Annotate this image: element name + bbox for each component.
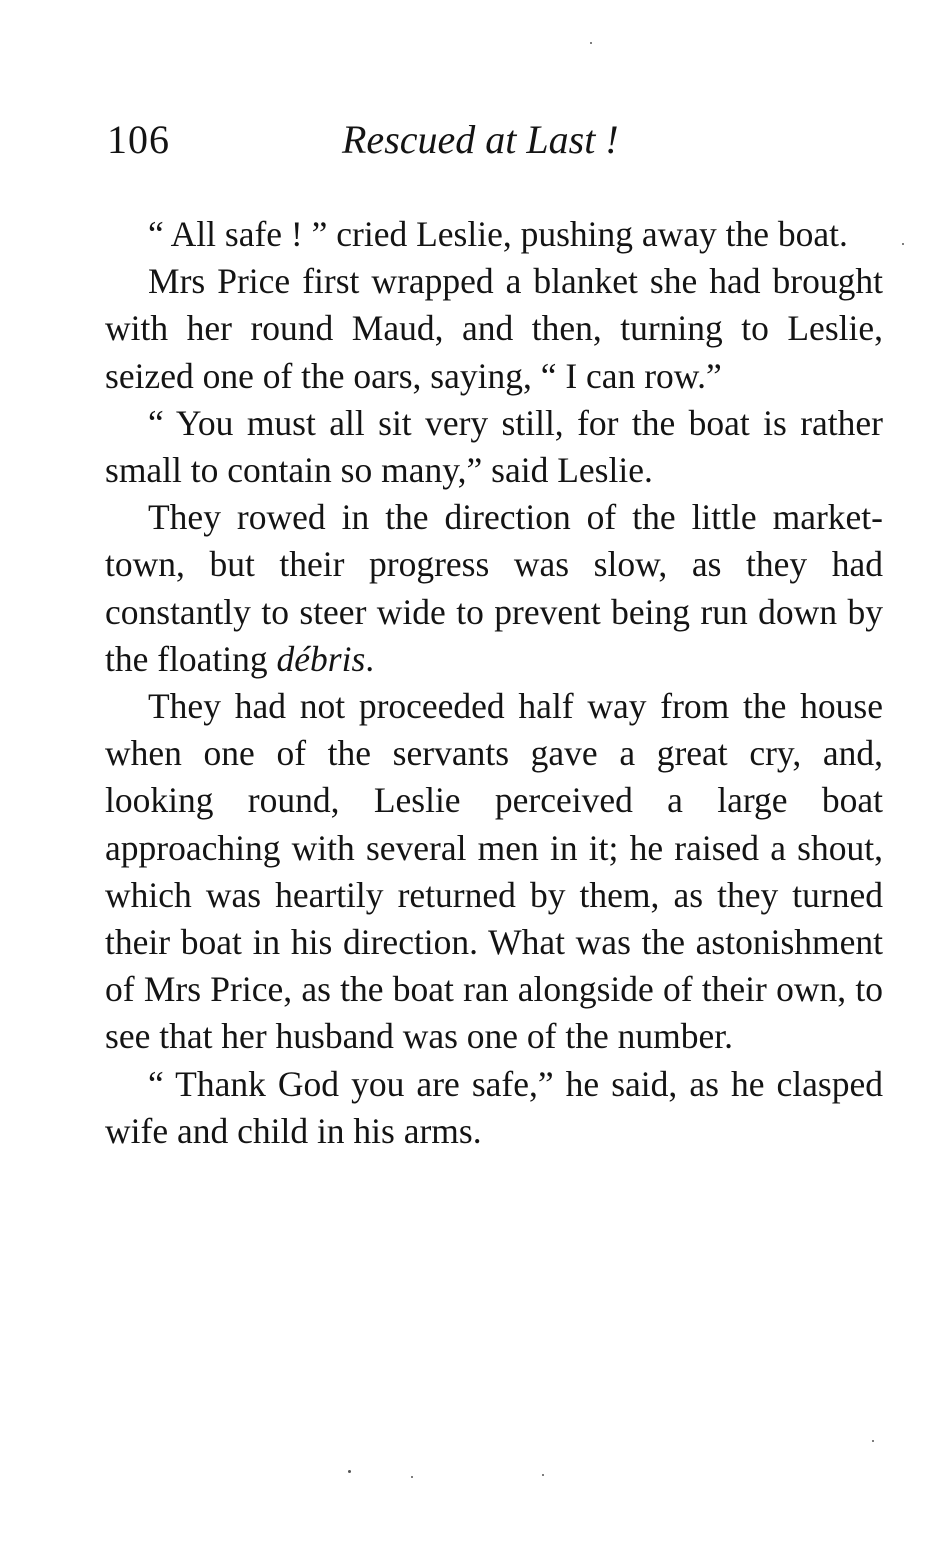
paper-speck [411, 1476, 413, 1478]
paper-speck [590, 42, 592, 44]
paper-speck [872, 1440, 874, 1442]
paragraph-2: Mrs Price first wrapped a blanket she had brought with her round Maud, and then, turning to Leslie, seized one of the oars, saying, “ I can row.” [105, 261, 883, 396]
paragraph-4-text: They rowed in the direction of the little market-town, but their progress was slow, as they had constantly to steer wide to prevent being run down by the floating [105, 497, 883, 679]
running-head [107, 112, 883, 168]
paragraph-5: They had not proceeded half way from the house when one of the servants gave a great cry, and, looking round, Leslie perceived a large boat approaching with several men in it; he raised a shout, which was heartily returned by them, as they turned their boat in his direction. What was the astonishment of Mrs Price, as the boat ran alongside of their own, to see that her husband was one of the number. [105, 686, 883, 1057]
body-text [105, 211, 883, 1155]
paragraph-4-end: . [365, 638, 375, 679]
page-number: 106 [107, 117, 170, 162]
paragraph-6: “ Thank God you are safe,” he said, as he clasped wife and child in his arms. [105, 1063, 883, 1151]
running-title: Rescued at Last ! [342, 117, 619, 162]
paper-speck [902, 243, 904, 245]
paragraph-4-italic-word: débris [276, 638, 366, 679]
paragraph-4 [105, 494, 883, 683]
paragraph-1: “ All safe ! ” cried Leslie, pushing away the boat. [148, 214, 848, 254]
paper-speck [348, 1470, 351, 1473]
paper-speck [542, 1474, 544, 1476]
paragraph-3: “ You must all sit very still, for the boat is rather small to contain so many,” said Leslie. [105, 402, 883, 491]
